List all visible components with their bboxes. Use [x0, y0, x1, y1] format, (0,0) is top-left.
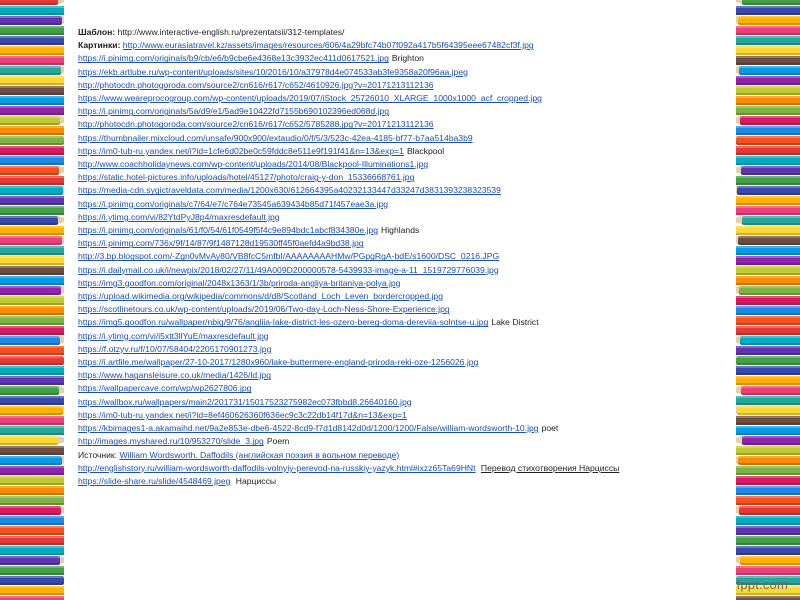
pencil-decoration — [0, 66, 61, 75]
pencil-decoration — [0, 596, 64, 600]
pencil-decoration — [0, 566, 64, 575]
pencil-decoration — [736, 486, 800, 495]
link-row — [78, 132, 738, 145]
pencil-decoration — [0, 426, 64, 435]
pencil-decoration — [0, 486, 64, 495]
pencil-decoration — [736, 376, 800, 385]
pencil-decoration — [736, 256, 800, 265]
pencil-decoration — [740, 116, 800, 125]
template-label: Шаблон: — [78, 27, 116, 37]
pencil-decoration — [736, 416, 800, 425]
source-note: Перевод стихотворения Нарциссы — [480, 462, 620, 473]
pencil-decoration — [0, 146, 64, 155]
pencil-decoration — [0, 136, 64, 145]
pencil-decoration — [736, 266, 800, 275]
pencil-decoration — [0, 516, 64, 525]
pencil-decoration — [736, 536, 800, 545]
pencil-decoration — [0, 26, 64, 35]
pencil-decoration — [736, 546, 800, 555]
pencil-decoration — [736, 86, 800, 95]
image-link[interactable]: https://wallbox.ru/wallpapers/main2/201731/15017523275982ec073fbbd8.26640160.jpg — [78, 396, 412, 407]
link-row — [78, 118, 738, 131]
pencil-decoration — [736, 106, 800, 115]
pencil-decoration — [738, 16, 800, 25]
pencil-decoration — [0, 76, 64, 85]
pencil-decoration — [736, 566, 800, 575]
link-row — [78, 264, 738, 277]
link-row — [78, 171, 738, 184]
pencil-decoration — [742, 0, 800, 5]
link-row — [78, 343, 738, 356]
pencil-decoration — [736, 276, 800, 285]
link-row — [78, 435, 738, 448]
pencil-decoration — [736, 356, 800, 365]
pencil-decoration — [737, 406, 800, 415]
source-line — [78, 449, 738, 462]
image-link[interactable]: https://ekb.artlube.ru/wp-content/uploads/sites/10/2016/10/a37978d4e074533ab3fe9358a20f96aa.jpeg — [78, 66, 468, 77]
link-row — [78, 184, 738, 197]
image-link[interactable]: https://www.hagansleisure.co.uk/media/1426/ld.jpg — [78, 370, 271, 381]
pencil-decoration — [0, 296, 64, 305]
source-label: Источник: — [78, 449, 118, 460]
pencil-decoration — [0, 266, 64, 275]
link-row — [78, 66, 738, 79]
pencil-decoration — [736, 156, 800, 165]
pencil-decoration — [740, 336, 800, 345]
pencil-decoration — [0, 236, 62, 245]
pencil-decoration — [0, 406, 63, 415]
link-row — [78, 92, 738, 105]
pencil-decoration — [0, 36, 64, 45]
image-link[interactable]: http://3.bp.blogspot.com/-Zgn0vMvAy80/VB8fcC5mfbI/AAAAAAAAHMw/PGpgRgA-bdE/s1600/DSC_0216.JPG — [78, 251, 500, 262]
pencil-decoration — [0, 216, 58, 225]
link-row — [78, 105, 738, 118]
link-note: Highlands — [381, 225, 420, 236]
pencil-decoration — [0, 496, 64, 505]
link-row — [78, 290, 738, 303]
pencil-decoration — [0, 456, 62, 465]
pencil-decoration — [736, 126, 800, 135]
pencil-border-right — [736, 0, 800, 600]
pencil-decoration — [0, 256, 64, 265]
image-link[interactable]: http://photocdn.photogoroda.com/source2/cn616/r617/c652/4610926.jpg?v=20171213112136 — [78, 79, 434, 90]
link-row — [78, 145, 738, 158]
pencil-decoration — [0, 316, 64, 325]
pencil-decoration — [736, 346, 800, 355]
link-row — [78, 52, 738, 65]
pencil-decoration — [0, 46, 64, 55]
image-link[interactable]: https://upload.wikimedia.org/wikipedia/commons/d/d8/Scotland_Loch_Leven_bordercropped.jpg — [78, 291, 443, 302]
pencil-decoration — [739, 286, 800, 295]
pencil-decoration — [0, 226, 64, 235]
pencil-decoration — [0, 366, 64, 375]
link-row — [78, 158, 738, 171]
pencil-decoration — [0, 386, 59, 395]
last-link-line — [78, 475, 738, 488]
image-link[interactable]: https://i.ytimg.com/vi/i5xtt3llYuE/maxresdefault.jpg — [78, 330, 269, 341]
pencil-decoration — [0, 156, 64, 165]
image-link[interactable]: https://scotlinetours.co.uk/wp-content/uploads/2019/06/Two-day-Loch-Ness-Shore-Experience.jpg — [78, 304, 450, 315]
pencil-decoration — [736, 366, 800, 375]
pencil-decoration — [0, 306, 64, 315]
pencil-decoration — [0, 96, 64, 105]
pencil-decoration — [0, 176, 64, 185]
source-url-link[interactable]: http://englishstory.ru/william-wordsworth-daffodils-volnyiy-perevod-na-russkiy-yazyk.html#ixzz65Ta69HNt — [78, 462, 476, 473]
image-link[interactable]: https://media-cdn.sygictraveldata.com/media/1200x630/612664395a40232133447d33247d3831393238323539 — [78, 185, 501, 196]
pencil-decoration — [0, 336, 60, 345]
template-url: http://www.interactive-english.ru/prezentatsii/312-templates/ — [117, 27, 345, 37]
image-link[interactable]: https://i.pinimg.com/originals/c7/64/e7/c764e73545a639434b85d71f457eae3a.jpg — [78, 198, 389, 209]
last-link-note: Нарциссы — [235, 475, 277, 486]
pencil-decoration — [0, 16, 62, 25]
link-row — [78, 316, 738, 329]
pencil-decoration — [0, 416, 64, 425]
pencil-decoration — [742, 436, 800, 445]
link-note: poet — [541, 423, 559, 434]
link-row — [78, 79, 738, 92]
pencil-decoration — [736, 36, 800, 45]
pencil-decoration — [0, 576, 64, 585]
pencil-decoration — [736, 206, 800, 215]
pencil-decoration — [0, 446, 64, 455]
image-link[interactable]: http://photocdn.photogoroda.com/source2/cn616/r617/c652/5785288.jpg?v=20171213112136 — [78, 119, 434, 130]
pencil-decoration — [736, 196, 800, 205]
pencil-decoration — [737, 186, 800, 195]
pencil-decoration — [739, 506, 800, 515]
source-url-line — [78, 462, 738, 475]
link-row — [78, 303, 738, 316]
last-image-link[interactable]: https://slide-share.ru/slide/4548469.jpeg — [78, 475, 231, 486]
pictures-line — [78, 39, 738, 52]
pictures-label: Картинки: — [78, 40, 121, 51]
pencil-decoration — [736, 96, 800, 105]
pencil-decoration — [0, 246, 64, 255]
pencil-decoration — [0, 536, 64, 545]
pencil-decoration — [0, 506, 61, 515]
pencil-decoration — [0, 126, 64, 135]
pencil-decoration — [0, 376, 64, 385]
image-link[interactable]: http://www.coachholidaynews.com/wp-content/uploads/2014/08/Blackpool-Illuminations1.jpg — [78, 159, 429, 170]
link-row — [78, 211, 738, 224]
pencil-decoration — [736, 596, 800, 600]
pencil-decoration — [736, 6, 800, 15]
pencil-decoration — [0, 586, 64, 595]
pencil-decoration — [736, 326, 800, 335]
pencil-decoration — [0, 0, 58, 5]
image-link[interactable]: https://static.hotel-pictures.info/uploads/hotel/45127/photo/craig-y-don_15336668761.jpg — [78, 172, 415, 183]
pencil-decoration — [736, 76, 800, 85]
source-title-link[interactable]: William Wordsworth. Daffodils (английская поэзия в вольном переводе) — [119, 449, 400, 460]
pencil-decoration — [0, 546, 64, 555]
template-line — [78, 26, 738, 39]
pencil-decoration — [0, 286, 61, 295]
pencil-decoration — [736, 146, 800, 155]
image-link[interactable]: https://wallpapercave.com/wp/wp2627806.jpg — [78, 383, 252, 394]
image-link[interactable]: https://i.pinimg.com/originals/5a/d9/e1/5ad9e10422fd7155b690102396ed068d.jpg — [78, 106, 390, 117]
pencil-decoration — [736, 426, 800, 435]
image-link[interactable]: https://i.pinimg.com/originals/61/f0/54/61f0549f5f4c9e894bdc1abcf834380e.jpg — [78, 225, 379, 236]
pencil-border-left — [0, 0, 64, 600]
image-link[interactable]: https://i.artfile.me/wallpaper/27-10-2017/1280x960/lake-buttermere-england-priroda-reki-oze-1256026.jpg — [78, 357, 479, 368]
pencil-decoration — [0, 166, 59, 175]
pencil-decoration — [0, 116, 60, 125]
pencil-decoration — [736, 516, 800, 525]
pencil-decoration — [736, 26, 800, 35]
pencil-decoration — [739, 66, 800, 75]
pencil-decoration — [736, 246, 800, 255]
pencil-decoration — [740, 556, 800, 565]
link-note: Lake District — [491, 317, 539, 328]
link-row — [78, 198, 738, 211]
image-link[interactable]: https://img5.goodfon.ru/wallpaper/nbig/9/76/angliia-lake-district-les-ozero-bereg-doma-dereviia-solntse-u.jpg — [78, 317, 489, 328]
image-link[interactable]: https://thumbnailer.mixcloud.com/unsafe/900x900/extaudio/0/f/5/3/523c-42ea-4185-bf77-b7aa514ba3b9 — [78, 132, 473, 143]
pencil-decoration — [0, 556, 60, 565]
pencil-decoration — [738, 236, 800, 245]
pencil-decoration — [0, 396, 64, 405]
image-link[interactable]: https://i.pinimg.com/originals/b9/cb/e6/b9cbe6e4368e13c3932ec411d0617521.jpg — [78, 53, 389, 64]
pencil-decoration — [736, 306, 800, 315]
image-link[interactable]: https://f.otzyv.ru/f/10/07/58404/2205170901273.jpg — [78, 343, 272, 354]
link-row — [78, 277, 738, 290]
image-link[interactable]: https://im0-tub-ru.yandex.net/i?id=8ef460626360f636ec9c3c22db14f17d&n=13&exp=1 — [78, 409, 407, 420]
link-note: Brighton — [391, 53, 424, 64]
image-link[interactable]: http://images.myshared.ru/10/953270/slide_3.jpg — [78, 436, 264, 447]
link-row — [78, 396, 738, 409]
pencil-decoration — [738, 456, 800, 465]
pencil-decoration — [0, 6, 64, 15]
pencil-decoration — [736, 136, 800, 145]
pencil-decoration — [0, 276, 64, 285]
pencil-decoration — [0, 526, 64, 535]
image-link[interactable]: https://www.weareprocogroup.com/wp-content/uploads/2019/07/iStock_25726010_XLARGE_1000x1000_acf_cropped.jpg — [78, 93, 542, 104]
link-row — [78, 237, 738, 250]
link-row — [78, 224, 738, 237]
pencil-decoration — [0, 326, 64, 335]
link-row — [78, 382, 738, 395]
pencil-decoration — [0, 186, 63, 195]
image-link-list — [78, 52, 738, 448]
pencil-decoration — [736, 396, 800, 405]
pencil-decoration — [736, 496, 800, 505]
pencil-decoration — [0, 466, 64, 475]
link-row — [78, 422, 738, 435]
image-link[interactable]: https://i.dailymail.co.uk/i/newpix/2018/02/27/11/49A009D200000578-5439933-image-a-11_1519729776039.jpg — [78, 264, 499, 275]
pencil-decoration — [742, 216, 800, 225]
image-link[interactable]: https://im0-tub-ru.yandex.net/i?id=1cfe6d02be0c59fddc8e511e9f191f41&n=13&exp=1 — [78, 145, 404, 156]
pencil-decoration — [741, 386, 800, 395]
link-row — [78, 330, 738, 343]
pencil-decoration — [0, 86, 64, 95]
pencil-decoration — [736, 226, 800, 235]
image-link[interactable]: https://kbimages1-a.akamaihd.net/9a2e853e-dbe6-4522-8cd9-f7d1d8142d0d/1200/1200/False/william-wordsworth-10.jpg — [78, 423, 539, 434]
image-link[interactable]: https://img3.goodfon.com/original/2048x1363/1/3b/priroda-angliya-britaniya-polya.jpg — [78, 277, 401, 288]
link-row — [78, 409, 738, 422]
pencil-decoration — [736, 56, 800, 65]
pencil-decoration — [0, 346, 64, 355]
pencil-decoration — [736, 526, 800, 535]
pencil-decoration — [0, 356, 64, 365]
pencil-decoration — [0, 436, 58, 445]
pencil-decoration — [0, 56, 64, 65]
image-link[interactable]: http://www.eurasiatravel.kz/assets/images/resources/606/4a29bfc74b07f092a417b5f64395eee67482cf3f.jpg — [122, 40, 534, 51]
pencil-decoration — [736, 476, 800, 485]
link-row — [78, 356, 738, 369]
link-row — [78, 369, 738, 382]
pencil-decoration — [736, 446, 800, 455]
link-row — [78, 250, 738, 263]
pencil-decoration — [0, 196, 64, 205]
pencil-decoration — [736, 466, 800, 475]
pencil-decoration — [736, 46, 800, 55]
link-note: Poem — [266, 436, 290, 447]
image-link[interactable]: https://i.ytimg.com/vi/82YtdPyJ8p4/maxresdefault.jpg — [78, 211, 280, 222]
link-note: Blackpool — [406, 145, 445, 156]
pencil-decoration — [0, 476, 64, 485]
pencil-decoration — [736, 176, 800, 185]
image-link[interactable]: https://i.pinimg.com/736x/9f/14/87/9f1487128d19530ff45f0aefd4a9bd38.jpg — [78, 238, 364, 249]
pencil-decoration — [741, 166, 800, 175]
credits-list — [78, 26, 738, 488]
pencil-decoration — [736, 296, 800, 305]
pencil-decoration — [0, 206, 64, 215]
fppt-watermark: fppt.com — [736, 577, 788, 592]
pencil-decoration — [0, 106, 64, 115]
pencil-decoration — [736, 316, 800, 325]
